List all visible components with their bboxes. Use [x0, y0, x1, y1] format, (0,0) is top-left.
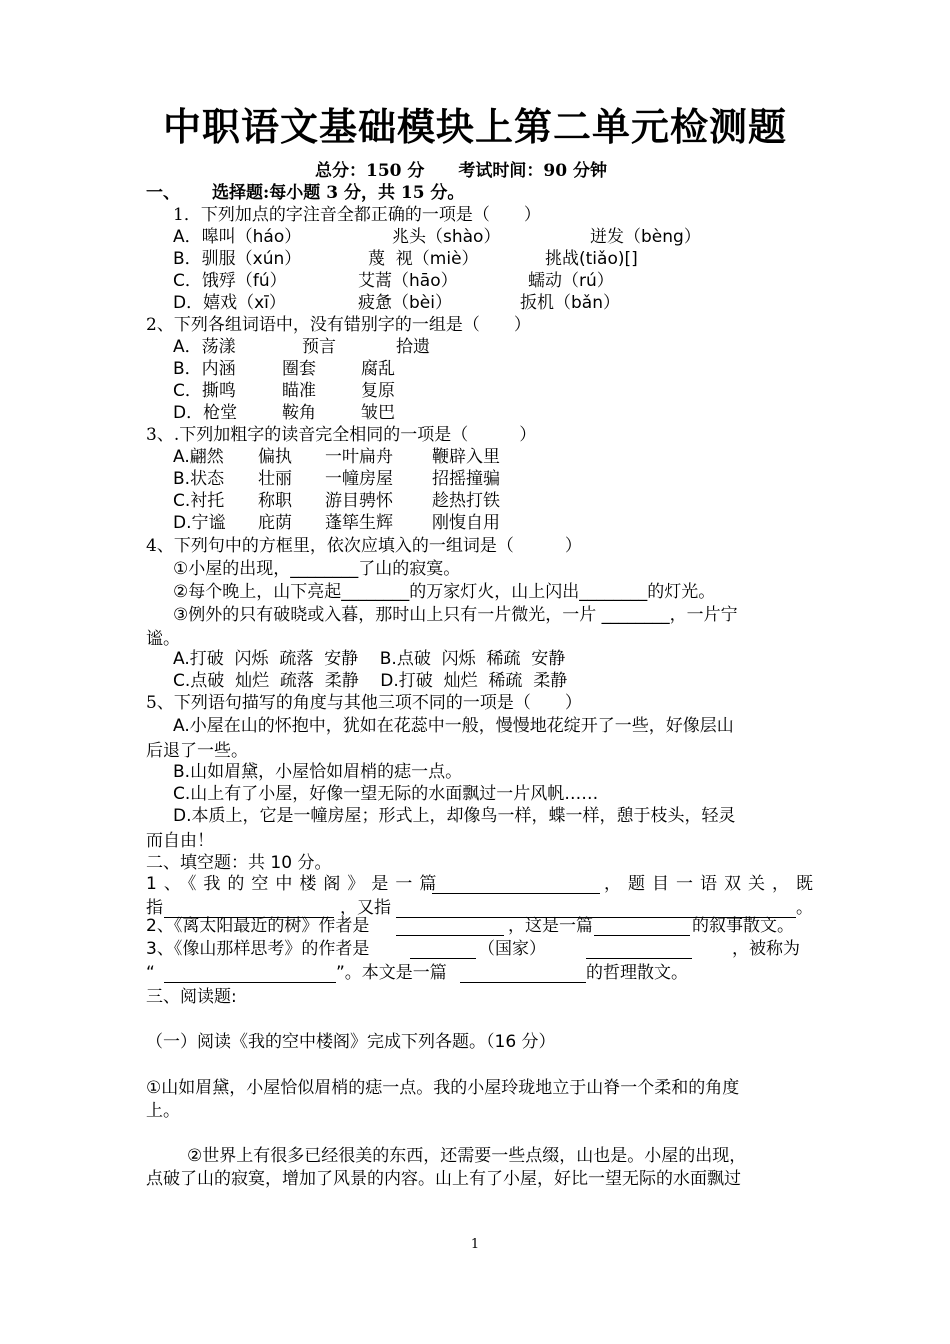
- q2-stem: 2、下列各组词语中，没有错别字的一组是（ ）: [146, 315, 531, 335]
- fill1-blank-1[interactable]: [432, 875, 600, 894]
- fill1-text-b: ，题目一语双关，既: [604, 874, 820, 894]
- section2-heading: 二、填空题：共 10 分。: [146, 853, 332, 873]
- fill1-text-a: 1、《我的空中楼阁》是一篇: [146, 874, 444, 894]
- q3-option-d-1: D.宁谧: [173, 513, 226, 533]
- document-title: 中职语文基础模块上第二单元检测题: [162, 104, 787, 149]
- q3-option-a-4: 鞭辟入里: [432, 447, 500, 467]
- q5-option-c: C.山上有了小屋，好像一望无际的水面飘过一片风帆……: [173, 784, 599, 804]
- q4-options-ab: A.打破 闪烁 疏落 安静 B.点破 闪烁 稀疏 安静: [173, 649, 566, 669]
- q1-option-b-1: B．驯服（xún）: [173, 249, 302, 269]
- fill3-blank-1[interactable]: [410, 940, 476, 959]
- q3-option-a-1: A.翩然: [173, 447, 224, 467]
- q4-stem: 4、下列句中的方框里，依次应填入的一组词是（ ）: [146, 536, 582, 556]
- q1-option-d-1: D．嬉戏（xī）: [173, 293, 286, 313]
- q1-option-d-2: 疲惫（bèi）: [358, 293, 452, 313]
- q5-option-d-line1: D.本质上，它是一幢房屋；形式上，却像鸟一样，蝶一样，憩于枝头，轻灵: [173, 806, 736, 826]
- q3-option-c-1: C.衬托: [173, 491, 225, 511]
- q1-option-a-2: 兆头（shào）: [392, 227, 501, 247]
- q1-option-c-2: 艾蒿（hāo）: [358, 271, 458, 291]
- q2-option-b-2: 圈套: [282, 359, 316, 379]
- reading1-paragraph2-line1: ②世界上有很多已经很美的东西，还需要一些点缀，山也是。小屋的出现，: [187, 1146, 747, 1166]
- q3-option-a-3: 一叶扁舟: [325, 447, 393, 467]
- fill1-text-e: 。: [796, 898, 813, 918]
- q1-option-c-1: C．饿殍（fú）: [173, 271, 287, 291]
- fill3-text-e: ”。本文是一篇: [336, 963, 447, 983]
- q5-stem: 5、下列语句描写的角度与其他三项不同的一项是（ ）: [146, 693, 582, 713]
- q5-option-b: B.山如眉黛，小屋恰如眉梢的痣一点。: [173, 762, 463, 782]
- q3-option-d-3: 蓬筚生辉: [325, 513, 393, 533]
- q3-stem: 3、.下列加粗字的读音完全相同的一项是（ ）: [146, 425, 537, 445]
- fill3-text-f: 的哲理散文。: [586, 963, 688, 983]
- q5-option-a-line2: 后退了一些。: [146, 741, 248, 761]
- q1-option-b-2: 蔑 视（miè）: [368, 249, 479, 269]
- q4-options-cd: C.点破 灿烂 疏落 柔静 D.打破 灿烂 稀疏 柔静: [173, 671, 568, 691]
- q4-sentence-3a: ③例外的只有破晓或入暮，那时山上只有一片微光，一片 ________，一片宁: [173, 605, 738, 625]
- q4-sentence-3b: 谧。: [146, 629, 180, 649]
- fill3-text-c: ，被称为: [732, 939, 800, 959]
- fill2-blank-1[interactable]: [396, 917, 504, 936]
- fill2-blank-2[interactable]: [594, 917, 690, 936]
- q1-stem: 1．下列加点的字注音全都正确的一项是（ ）: [173, 205, 541, 225]
- section3-heading: 三、阅读题:: [146, 987, 237, 1007]
- q1-option-a-1: A．嗥叫（háo）: [173, 227, 302, 247]
- section1-number: 一、: [146, 183, 180, 203]
- q1-option-c-3: 蠕动（rú）: [528, 271, 614, 291]
- q2-option-c-3: 复原: [361, 381, 395, 401]
- q3-option-c-2: 称职: [258, 491, 292, 511]
- q2-option-b-3: 腐乱: [361, 359, 395, 379]
- q3-option-b-1: B.状态: [173, 469, 225, 489]
- reading1-paragraph2-line2: 点破了山的寂寞，增加了风景的内容。山上有了小屋，好比一望无际的水面飘过: [146, 1169, 741, 1189]
- q2-option-c-1: C．撕鸣: [173, 381, 236, 401]
- q2-option-d-1: D．枪堂: [173, 403, 238, 423]
- fill2-text-a: 2、《离太阳最近的树》作者是: [146, 916, 370, 936]
- q3-option-a-2: 偏执: [258, 447, 292, 467]
- exam-meta: 总分：150 分 考试时间：90 分钟: [315, 161, 607, 181]
- q2-option-a-1: A．荡漾: [173, 337, 236, 357]
- fill3-blank-4[interactable]: [460, 964, 586, 983]
- q2-option-b-1: B．内涵: [173, 359, 236, 379]
- section1-heading: 选择题:每小题 3 分，共 15 分。: [212, 183, 465, 203]
- fill1-text-d: ，又指: [340, 898, 391, 918]
- reading1-paragraph1-line2: 上。: [146, 1101, 180, 1121]
- q3-option-b-2: 壮丽: [258, 469, 292, 489]
- q3-option-d-2: 庇荫: [258, 513, 292, 533]
- fill2-text-c: 的叙事散文。: [692, 916, 794, 936]
- q3-option-c-4: 趁热打铁: [432, 491, 500, 511]
- q3-option-b-3: 一幢房屋: [325, 469, 393, 489]
- fill3-blank-2[interactable]: [586, 940, 692, 959]
- q2-option-c-2: 瞄准: [282, 381, 316, 401]
- page-number: 1: [470, 1237, 480, 1252]
- fill3-blank-3[interactable]: [164, 964, 336, 983]
- fill2-text-b: ，这是一篇: [508, 916, 593, 936]
- q1-option-b-3: 挑战(tiǎo)[]: [545, 249, 638, 269]
- q2-option-a-2: 预言: [302, 337, 336, 357]
- q5-option-a-line1: A.小屋在山的怀抱中，犹如在花蕊中一般，慢慢地花绽开了一些，好像层山: [173, 716, 734, 736]
- q2-option-d-3: 皱巴: [361, 403, 395, 423]
- q3-option-b-4: 招摇撞骗: [432, 469, 500, 489]
- fill3-text-a: 3、《像山那样思考》的作者是: [146, 939, 370, 959]
- fill3-text-d: “: [146, 963, 155, 983]
- reading1-heading: （一）阅读《我的空中楼阁》完成下列各题。（16 分）: [146, 1032, 556, 1052]
- q1-option-a-3: 迸发（bèng）: [590, 227, 701, 247]
- q3-option-c-3: 游目骋怀: [325, 491, 393, 511]
- q1-option-d-3: 扳机（bǎn）: [520, 293, 620, 313]
- q4-sentence-1: ①小屋的出现，________了山的寂寞。: [173, 559, 461, 579]
- q2-option-a-3: 拾遗: [396, 337, 430, 357]
- q5-option-d-line2: 而自由！: [146, 831, 214, 851]
- reading1-paragraph1-line1: ①山如眉黛，小屋恰似眉梢的痣一点。我的小屋玲珑地立于山脊一个柔和的角度: [146, 1078, 740, 1098]
- q2-option-d-2: 鞍角: [282, 403, 316, 423]
- fill3-text-b: （国家）: [478, 939, 546, 959]
- q4-sentence-2: ②每个晚上，山下亮起________的万家灯火，山上闪出________的灯光。: [173, 582, 716, 602]
- q3-option-d-4: 刚愎自用: [432, 513, 500, 533]
- fill1-text-c: 指: [146, 898, 163, 918]
